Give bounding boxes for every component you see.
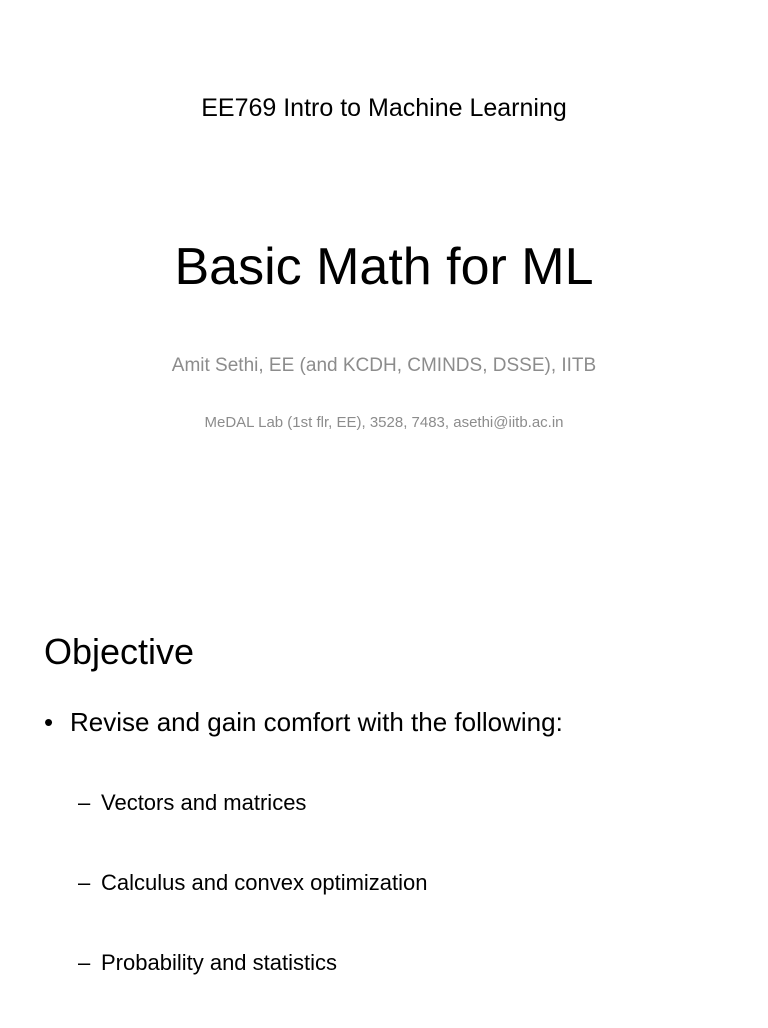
- objective-slide: [0, 576, 768, 1024]
- main-bullet: [44, 704, 563, 740]
- course-title: EE769 Intro to Machine Learning: [201, 94, 567, 122]
- main-bullet-text: Revise and gain comfort with the following:: [70, 707, 563, 737]
- objective-heading: Objective: [44, 631, 195, 672]
- sub-bullet-list: [78, 788, 428, 1028]
- sub-bullet-text: Probability and statistics: [101, 950, 337, 975]
- sub-bullet-item: [78, 868, 428, 948]
- slide-title: Basic Math for ML: [174, 238, 594, 296]
- bullet-marker: •: [44, 707, 54, 737]
- sub-bullet-item: [78, 788, 428, 868]
- sub-bullet-marker: –: [78, 950, 91, 975]
- sub-bullet-marker: –: [78, 790, 91, 815]
- sub-bullet-item: [78, 948, 428, 1028]
- sub-bullet-text: Vectors and matrices: [101, 790, 307, 815]
- sub-bullet-text: Calculus and convex optimization: [101, 870, 428, 895]
- author-line: Amit Sethi, EE (and KCDH, CMINDS, DSSE), IITB: [171, 355, 597, 376]
- contact-line: MeDAL Lab (1st flr, EE), 3528, 7483, asethi@iitb.ac.in: [204, 414, 564, 431]
- sub-bullet-marker: –: [78, 870, 91, 895]
